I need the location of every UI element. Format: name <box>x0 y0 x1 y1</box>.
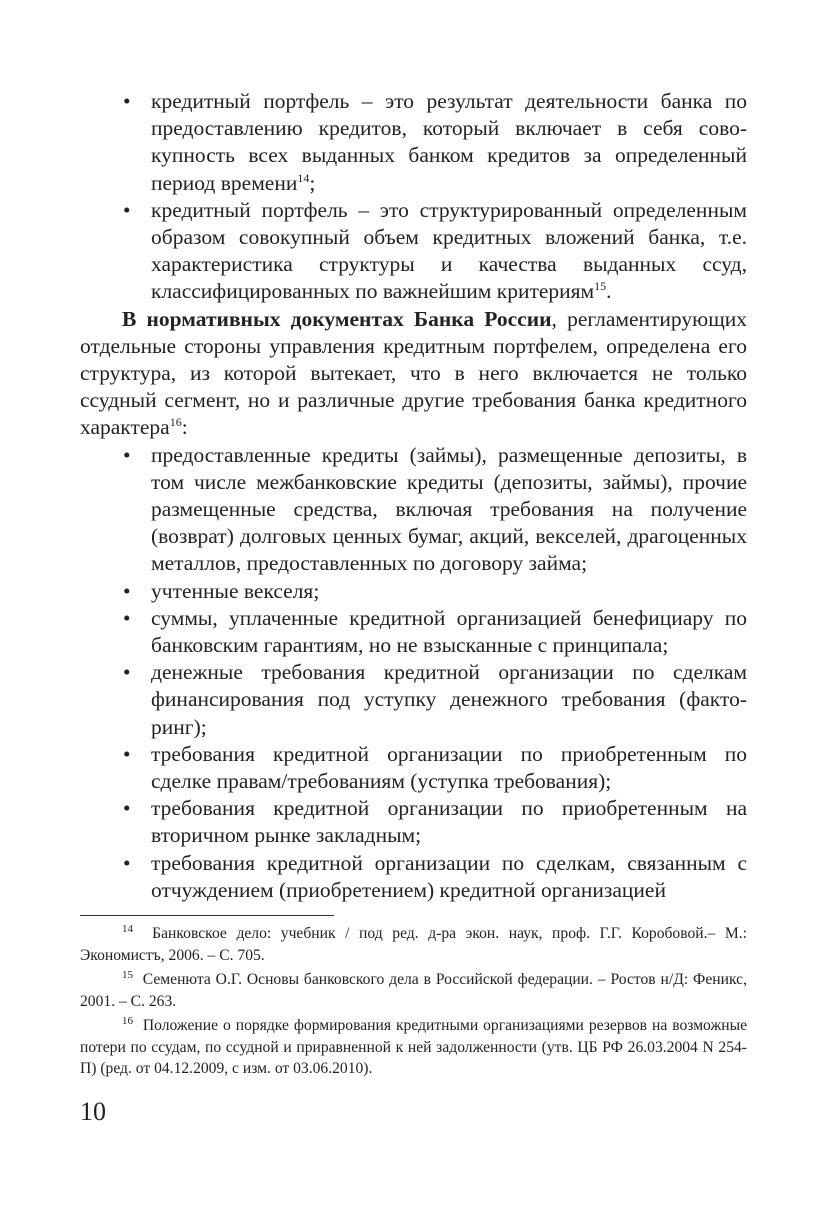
footnote-number: 15 <box>122 969 133 981</box>
page-number: 10 <box>80 1097 106 1126</box>
structure-list <box>80 442 747 904</box>
footnote <box>80 1015 747 1080</box>
footnote <box>80 969 747 1012</box>
bullet-icon: • <box>123 850 131 875</box>
bold-lead: В нормативных документах Банка России <box>122 306 552 331</box>
footnote-number: 16 <box>122 1015 133 1027</box>
list-item-tail: . <box>606 279 612 304</box>
footnote-text: Положение о порядке формирования кредитными организациями резервов на возможные потери по ссудам, по ссудной и приравненной к ней задолженности (утв. ЦБ РФ 26.03.2004 N 254-П) (ред. от 04.12.2009, с изм. от 03.06.2010). <box>80 1017 747 1077</box>
list-item <box>123 578 747 605</box>
bullet-icon: • <box>123 578 131 603</box>
bullet-icon: • <box>123 442 131 467</box>
list-item-text: кредитный портфель – это структурированный определенным образом совокупный объем кредитных вложений банка, т.е. характеристика структуры и качества выданных ссуд, классифицированных по важнейшим критериям <box>151 197 747 304</box>
footnote-number: 14 <box>122 923 133 935</box>
definitions-list <box>80 88 747 306</box>
footnote-ref: 16 <box>169 415 182 430</box>
footnote-ref: 15 <box>594 279 607 294</box>
list-item-text: денежные требования кредитной организации по сделкам финансирования под уступку денежного требования (факторинг); <box>151 660 747 739</box>
footnote-divider <box>80 915 334 916</box>
footnotes-section <box>80 923 747 1083</box>
footnote <box>80 923 747 966</box>
list-item-text: суммы, уплаченные кредитной организацией бенефициару по банковским гарантиям, но не взысканные с принципала; <box>151 605 747 658</box>
main-text <box>80 88 747 904</box>
bullet-icon: • <box>123 605 131 630</box>
list-item-tail: ; <box>309 170 316 195</box>
body-paragraph <box>80 306 747 442</box>
list-item <box>123 442 747 578</box>
paragraph-text: , регламентирующих отдельные стороны управления кредитным портфелем, определена его структура, из которой вытекает, что в него включается не только ссудный сегмент, но и различные другие требования банка кредитного характера <box>80 306 748 440</box>
footnote-text: Банковское дело: учебник / под ред. д-ра экон. наук, проф. Г.Г. Коробовой.– М.: Экономистъ, 2006. – С. 705. <box>80 925 747 964</box>
bullet-icon: • <box>123 197 131 222</box>
list-item <box>123 795 747 849</box>
list-item-text: кредитный портфель – это результат деятельности банка по предоставлению кредитов, который включает в себя совокупность всех выданных банком кредитов за определенный период времени <box>151 89 747 195</box>
bullet-icon: • <box>123 741 131 766</box>
list-item-text: учтенные векселя; <box>151 578 320 603</box>
list-item <box>123 197 747 306</box>
footnote-text: Семенюта О.Г. Основы банковского дела в Российской федерации. – Ростов н/Д: Феникс, 2001. – С. 263. <box>80 971 747 1010</box>
list-item <box>123 850 747 904</box>
list-item <box>123 659 747 741</box>
bullet-icon: • <box>123 89 131 113</box>
paragraph-tail: : <box>181 415 188 440</box>
list-item-text: требования кредитной организации по приобретенным по сделке правам/требованиям (уступка требования); <box>151 741 747 794</box>
list-item-text: требования кредитной организации по сделкам, связанным с отчуждением (приобретением) кредитной организацией <box>151 850 747 902</box>
list-item-text: предоставленные кредиты (займы), размещенные депозиты, в том числе межбанковские кредиты (депозиты, займы), прочие размещенные средства, включая требования на получение (возврат) долговых ценных бумаг, акций, векселей, драгоценных металлов, предоставленных по договору займа; <box>151 442 747 576</box>
bullet-icon: • <box>123 660 131 685</box>
bullet-icon: • <box>123 796 131 821</box>
list-item-text: требования кредитной организации по приобретенным на вторичном рынке закладным; <box>151 796 747 848</box>
list-item <box>123 88 747 197</box>
list-item <box>123 741 747 795</box>
footnote-ref: 14 <box>297 170 310 185</box>
list-item <box>123 605 747 659</box>
